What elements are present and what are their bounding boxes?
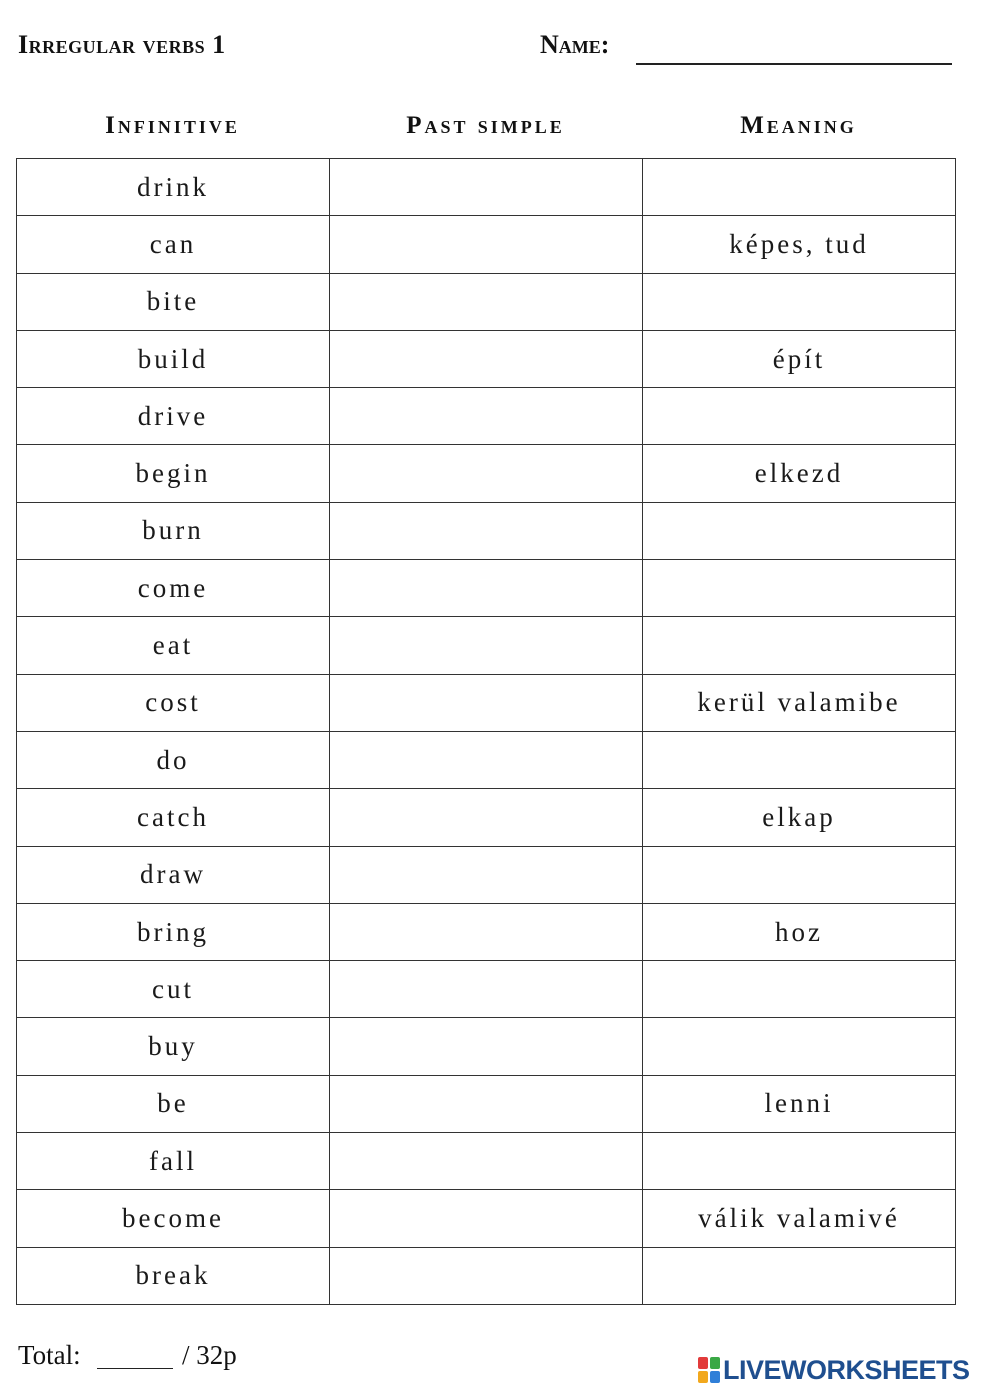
- past-simple-input-cell[interactable]: [330, 330, 643, 387]
- table-row: [17, 330, 956, 387]
- table-row: [17, 1018, 956, 1075]
- table-row: [17, 674, 956, 731]
- meaning-cell[interactable]: [643, 159, 956, 216]
- logo-square-blue: [710, 1371, 720, 1383]
- infinitive-cell: fall: [17, 1133, 330, 1190]
- meaning-cell[interactable]: [643, 617, 956, 674]
- past-simple-input-cell[interactable]: [330, 1133, 643, 1190]
- table-row: [17, 445, 956, 502]
- infinitive-cell: buy: [17, 1018, 330, 1075]
- past-simple-input-cell[interactable]: [330, 846, 643, 903]
- infinitive-cell: bite: [17, 273, 330, 330]
- past-simple-input-cell[interactable]: [330, 674, 643, 731]
- infinitive-cell: do: [17, 731, 330, 788]
- table-row: [17, 502, 956, 559]
- column-header-meaning: Meaning: [740, 112, 857, 139]
- past-simple-input-cell[interactable]: [330, 731, 643, 788]
- table-row: [17, 273, 956, 330]
- meaning-cell: hoz: [643, 903, 956, 960]
- infinitive-cell: be: [17, 1075, 330, 1132]
- past-simple-input-cell[interactable]: [330, 273, 643, 330]
- meaning-cell[interactable]: [643, 560, 956, 617]
- liveworksheets-logo-icon: [698, 1357, 720, 1383]
- meaning-cell[interactable]: [643, 1018, 956, 1075]
- name-label: Name:: [540, 30, 610, 59]
- column-header-past-simple: Past simple: [406, 112, 565, 139]
- meaning-cell: elkezd: [643, 445, 956, 502]
- infinitive-cell: bring: [17, 903, 330, 960]
- table-row: [17, 961, 956, 1018]
- table-row: [17, 216, 956, 273]
- table-row: [17, 903, 956, 960]
- past-simple-input-cell[interactable]: [330, 445, 643, 502]
- meaning-cell: épít: [643, 330, 956, 387]
- past-simple-input-cell[interactable]: [330, 1018, 643, 1075]
- meaning-cell[interactable]: [643, 961, 956, 1018]
- infinitive-cell: drive: [17, 388, 330, 445]
- total-score-blank[interactable]: [97, 1368, 173, 1369]
- meaning-cell[interactable]: [643, 502, 956, 559]
- past-simple-input-cell[interactable]: [330, 789, 643, 846]
- infinitive-cell: break: [17, 1247, 330, 1304]
- logo-square-green: [710, 1357, 720, 1369]
- table-row: [17, 617, 956, 674]
- total-label: Total:: [18, 1340, 81, 1370]
- past-simple-input-cell[interactable]: [330, 1247, 643, 1304]
- infinitive-cell: come: [17, 560, 330, 617]
- infinitive-cell: burn: [17, 502, 330, 559]
- table-row: [17, 388, 956, 445]
- past-simple-input-cell[interactable]: [330, 159, 643, 216]
- past-simple-input-cell[interactable]: [330, 903, 643, 960]
- logo-text: LIVEWORKSHEETS: [723, 1354, 970, 1385]
- logo-square-red: [698, 1357, 708, 1369]
- table-row: [17, 1247, 956, 1304]
- past-simple-input-cell[interactable]: [330, 961, 643, 1018]
- infinitive-cell: begin: [17, 445, 330, 502]
- infinitive-cell: cost: [17, 674, 330, 731]
- verbs-table: [16, 158, 956, 1305]
- past-simple-input-cell[interactable]: [330, 502, 643, 559]
- table-row: [17, 560, 956, 617]
- past-simple-input-cell[interactable]: [330, 216, 643, 273]
- infinitive-cell: become: [17, 1190, 330, 1247]
- meaning-cell: képes, tud: [643, 216, 956, 273]
- meaning-cell: lenni: [643, 1075, 956, 1132]
- liveworksheets-logo: [698, 1352, 970, 1388]
- total-max-score: / 32p: [182, 1340, 237, 1370]
- meaning-cell[interactable]: [643, 1247, 956, 1304]
- meaning-cell: válik valamivé: [643, 1190, 956, 1247]
- past-simple-input-cell[interactable]: [330, 617, 643, 674]
- infinitive-cell: cut: [17, 961, 330, 1018]
- past-simple-input-cell[interactable]: [330, 1190, 643, 1247]
- worksheet-title: Irregular verbs 1: [18, 30, 226, 59]
- meaning-cell: elkap: [643, 789, 956, 846]
- name-input-line[interactable]: [636, 63, 952, 65]
- table-row: [17, 789, 956, 846]
- past-simple-input-cell[interactable]: [330, 1075, 643, 1132]
- infinitive-cell: eat: [17, 617, 330, 674]
- meaning-cell[interactable]: [643, 273, 956, 330]
- table-row: [17, 846, 956, 903]
- meaning-cell: kerül valamibe: [643, 674, 956, 731]
- meaning-cell[interactable]: [643, 731, 956, 788]
- infinitive-cell: can: [17, 216, 330, 273]
- meaning-cell[interactable]: [643, 846, 956, 903]
- meaning-cell[interactable]: [643, 1133, 956, 1190]
- column-header-infinitive: Infinitive: [105, 112, 240, 139]
- table-row: [17, 1133, 956, 1190]
- infinitive-cell: catch: [17, 789, 330, 846]
- table-row: [17, 1075, 956, 1132]
- table-row: [17, 1190, 956, 1247]
- infinitive-cell: build: [17, 330, 330, 387]
- infinitive-cell: drink: [17, 159, 330, 216]
- meaning-cell[interactable]: [643, 388, 956, 445]
- past-simple-input-cell[interactable]: [330, 388, 643, 445]
- logo-square-yellow: [698, 1371, 708, 1383]
- past-simple-input-cell[interactable]: [330, 560, 643, 617]
- table-row: [17, 731, 956, 788]
- infinitive-cell: draw: [17, 846, 330, 903]
- table-row: [17, 159, 956, 216]
